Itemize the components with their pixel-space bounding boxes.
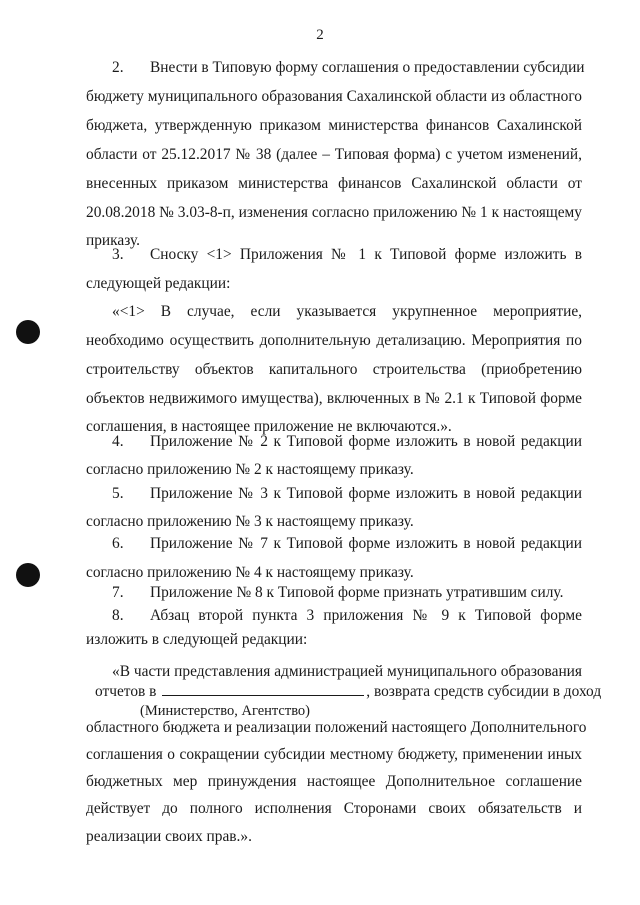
item-8-quote-line: действует до полного исполнения Сторонами своих обязательств и: [86, 800, 582, 817]
item-2-line: внесенных приказом министерства финансов Сахалинской области от: [86, 175, 582, 192]
item-3-quote-line: соглашения, в настоящее приложение не включаются.».: [86, 418, 452, 435]
item-3-line: следующей редакции:: [86, 275, 231, 292]
item-8-quote-line: «В части представления администрацией муниципального образования: [112, 663, 582, 680]
item-7-number: 7.: [112, 584, 124, 601]
item-6-line: согласно приложению № 4 к настоящему приказу.: [86, 564, 414, 581]
item-3-quote-line: «<1> В случае, если указывается укрупненное мероприятие,: [112, 303, 582, 320]
item-2-line: бюджета, утвержденную приказом министерства финансов Сахалинской: [86, 117, 582, 134]
item-5-line: согласно приложению № 3 к настоящему приказу.: [86, 513, 414, 530]
item-8-line: 8. Абзац второй пункта 3 приложения № 9 к Типовой форме: [112, 604, 582, 628]
item-8-number: 8.: [112, 607, 124, 624]
blank-caption: (Министерство, Агентство): [140, 703, 311, 719]
item-8-quote-line: соглашения о сокращении субсидии местному бюджету, применении иных: [86, 746, 582, 763]
item-7-line: 7. Приложение № 8 к Типовой форме признать утратившим силу.: [112, 581, 582, 605]
item-2-number: 2.: [112, 59, 124, 76]
item-8-quote-line: бюджетных мер принуждения настоящее Дополнительное соглашение: [86, 773, 582, 790]
item-2-line: 20.08.2018 № 3.03-8-п, изменения согласно приложению № 1 к настоящему: [86, 204, 582, 221]
item-2-line: приказу.: [86, 232, 141, 249]
item-6-line: 6. Приложение № 7 к Типовой форме изложить в новой редакции: [112, 532, 582, 556]
item-8-quote-line: реализации своих прав.».: [86, 828, 252, 845]
item-5-number: 5.: [112, 485, 124, 502]
hole-punch-mark: [16, 320, 40, 344]
item-3-quote-line: объектов недвижимого имущества), включенных в № 2.1 к Типовой форме: [86, 390, 582, 407]
item-2-line: 2. Внести в Типовую форму соглашения о предоставлении субсидии: [112, 56, 582, 80]
item-8-quote-line: областного бюджета и реализации положений настоящего Дополнительного: [86, 719, 587, 736]
fill-in-blank: [162, 681, 364, 696]
item-4-line: согласно приложению № 2 к настоящему приказу.: [86, 461, 414, 478]
item-3-number: 3.: [112, 246, 124, 263]
item-8-quote-blank-line: отчетов в , возврата средств субсидии в доход: [95, 683, 602, 700]
item-3-line: 3. Сноску <1> Приложения № 1 к Типовой форме изложить в: [112, 243, 582, 267]
item-2-line: области от 25.12.2017 № 38 (далее – Типовая форма) с учетом изменений,: [86, 146, 582, 163]
item-3-quote-line: необходимо осуществить дополнительную детализацию. Мероприятия по: [86, 332, 582, 349]
page-number: 2: [316, 27, 324, 43]
item-4-number: 4.: [112, 433, 124, 450]
hole-punch-mark: [16, 563, 40, 587]
item-2-line: бюджету муниципального образования Сахалинской области из областного: [86, 88, 582, 105]
item-6-number: 6.: [112, 535, 124, 552]
item-5-line: 5. Приложение № 3 к Типовой форме изложить в новой редакции: [112, 482, 582, 506]
item-3-quote-line: строительству объектов капитального строительства (приобретению: [86, 361, 582, 378]
item-4-line: 4. Приложение № 2 к Типовой форме изложить в новой редакции: [112, 430, 582, 454]
item-8-line: изложить в следующей редакции:: [86, 631, 308, 648]
